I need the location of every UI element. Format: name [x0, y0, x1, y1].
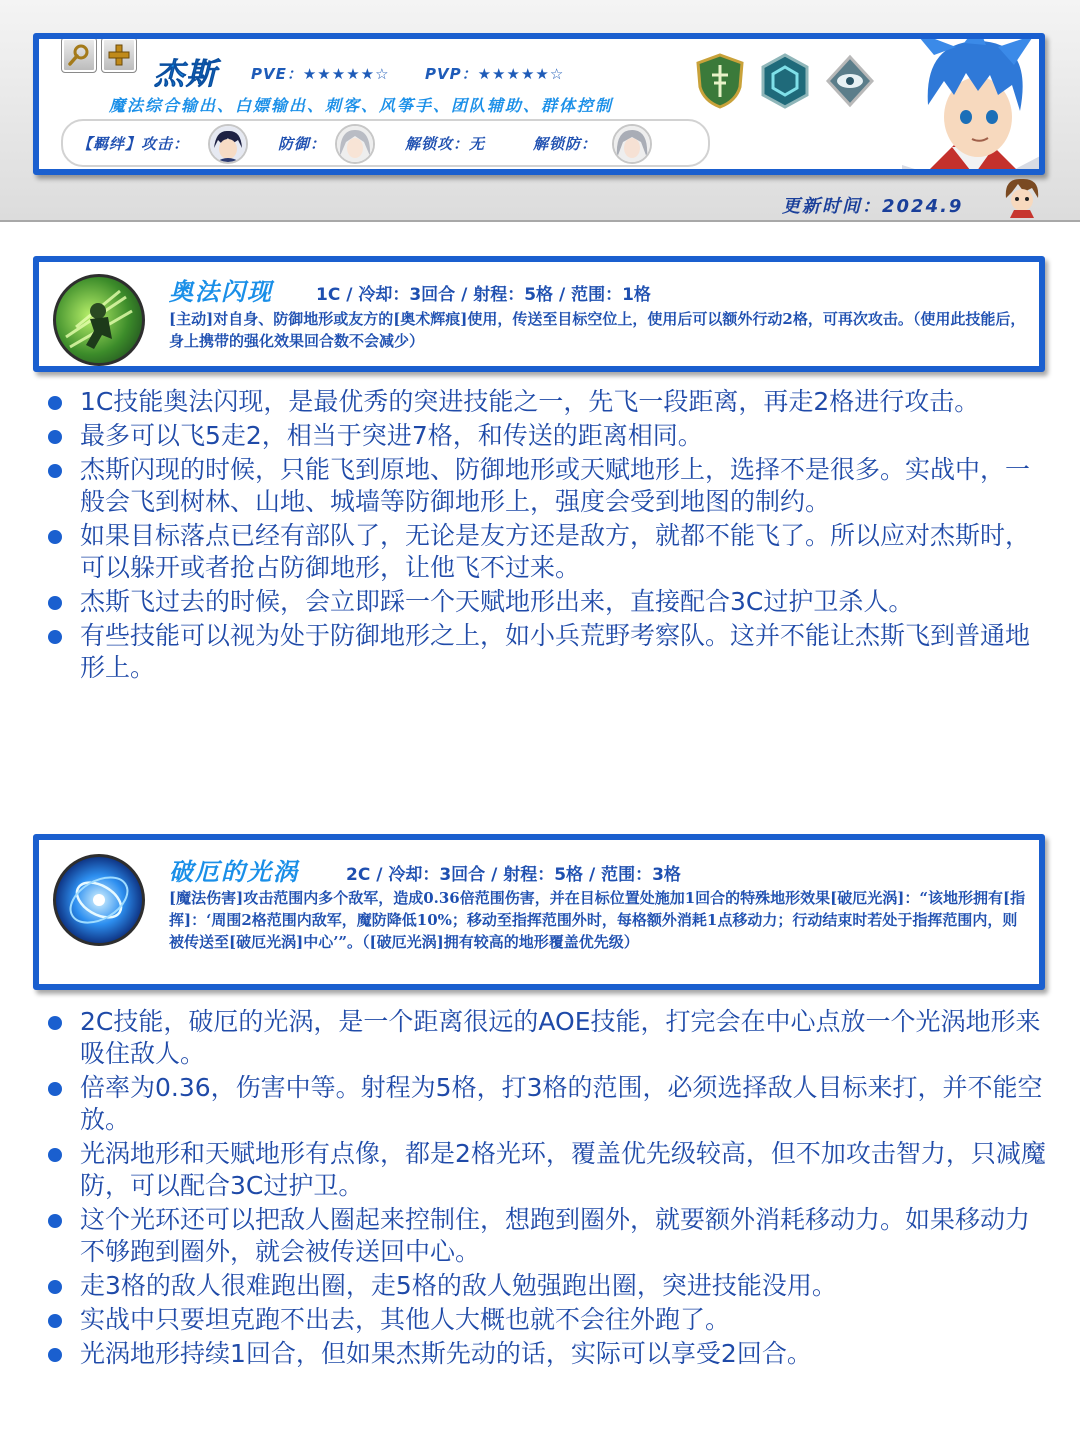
bullet-icon — [48, 396, 62, 410]
bullet-icon — [48, 464, 62, 478]
list-item: 有些技能可以视为处于防御地形之上，如小兵荒野考察队。这并不能让杰斯飞到普通地形上。 — [46, 620, 1046, 684]
bullet-icon — [48, 1016, 62, 1030]
skill-stats: 1C / 冷却：3回合 / 射程：5格 / 范围：1格 — [316, 285, 651, 305]
list-item: 这个光环还可以把敌人圈起来控制住，想跑到圈外，就要额外消耗移动力。如果移动力不够跑到圈外，就会被传送回中心。 — [46, 1204, 1046, 1268]
list-item: 走3格的敌人很难跑出圈，走5格的敌人勉强跑出圈，突进技能没用。 — [46, 1270, 1046, 1302]
bullet-icon — [48, 1082, 62, 1096]
pve-rating: PVE：★★★★★☆ — [251, 65, 390, 83]
bond-defense-avatar[interactable] — [335, 124, 375, 164]
skill-name: 奥法闪现 — [169, 278, 273, 306]
update-time: 更新时间：2024.9 — [782, 196, 964, 217]
list-item: 实战中只要坦克跑不出去，其他人大概也就不会往外跑了。 — [46, 1304, 1046, 1336]
list-item: 倍率为0.36，伤害中等。射程为5格，打3格的范围，必须选择敌人目标来打，并不能空放。 — [46, 1072, 1046, 1136]
hero-card — [33, 33, 1045, 175]
skill2-notes — [46, 1006, 1046, 1372]
bullet-icon — [48, 530, 62, 544]
bullet-icon — [48, 1314, 62, 1328]
bullet-icon — [48, 1148, 62, 1162]
skill1-notes — [46, 386, 1046, 686]
mascot-icon — [1002, 176, 1042, 218]
bullet-icon — [48, 1214, 62, 1228]
skill-description: [魔法伤害]攻击范围内多个敌军，造成0.36倍范围伤害，并在目标位置处施加1回合的特殊地形效果[破厄光涡]：“该地形拥有[指挥]：‘周围2格范围内敌军，魔防降低10%；移动至指挥范围外时，每格额外消耗1点移动力；行动结束时若处于指挥范围内，则被传送至[破厄光涡]中心’”。（[破厄光涡]拥有较高的地形覆盖优先级） — [169, 889, 1026, 951]
bond-attack-label: 【羁绊】攻击： — [77, 135, 190, 153]
list-item: 最多可以飞5走2，相当于突进7格，和传送的距离相同。 — [46, 420, 1046, 452]
arcane-flash-skill-icon[interactable] — [53, 274, 145, 366]
list-item: 光涡地形和天赋地形有点像，都是2格光环，覆盖优先级较高，但不加攻击智力，只减魔防，可以配合3C过护卫。 — [46, 1138, 1046, 1202]
list-item: 杰斯闪现的时候，只能飞到原地、防御地形或天赋地形上，选择不是很多。实战中，一般会飞到树林、山地、城墙等防御地形上，强度会受到地图的制约。 — [46, 454, 1046, 518]
bullet-icon — [48, 1280, 62, 1294]
skill-card-vortex — [33, 834, 1045, 990]
eye-badge-icon — [824, 53, 876, 109]
bullet-icon — [48, 596, 62, 610]
bond-unlock-attack: 解锁攻：无 — [405, 135, 486, 153]
skill-stats: 2C / 冷却：3回合 / 射程：5格 / 范围：3格 — [346, 865, 681, 885]
bond-defense-label: 防御： — [278, 135, 327, 153]
list-item: 光涡地形持续1回合，但如果杰斯先动的话，实际可以享受2回合。 — [46, 1338, 1046, 1370]
bullet-icon — [48, 1348, 62, 1362]
hero-portrait — [894, 33, 1044, 175]
bond-bar — [61, 119, 710, 167]
list-item: 2C技能，破厄的光涡，是一个距离很远的AOE技能，打完会在中心点放一个光涡地形来吸住敌人。 — [46, 1006, 1046, 1070]
hero-name: 杰斯 — [154, 57, 218, 92]
bond-unlock-defense-avatar[interactable] — [612, 124, 652, 164]
bullet-icon — [48, 630, 62, 644]
skill-name: 破厄的光涡 — [169, 858, 299, 886]
bullet-icon — [48, 430, 62, 444]
pvp-rating: PVP：★★★★★☆ — [425, 65, 565, 83]
add-icon[interactable] — [101, 37, 137, 73]
hero-roles: 魔法综合输出、白嫖输出、刺客、风筝手、团队辅助、群体控制 — [109, 96, 614, 115]
vortex-skill-icon[interactable] — [53, 854, 145, 946]
list-item: 1C技能奥法闪现，是最优秀的突进技能之一，先飞一段距离，再走2格进行攻击。 — [46, 386, 1046, 418]
skill-description: [主动]对自身、防御地形或友方的[奥术辉痕]使用，传送至目标空位上，使用后可以额外行动2格，可再次攻击。（使用此技能后，身上携带的强化效果回合数不会减少） — [169, 310, 1026, 350]
shield-badge-icon — [694, 53, 746, 109]
list-item: 杰斯飞过去的时候，会立即踩一个天赋地形出来，直接配合3C过护卫杀人。 — [46, 586, 1046, 618]
bond-attack-avatar[interactable] — [208, 124, 248, 164]
search-icon[interactable] — [61, 37, 97, 73]
hexagon-badge-icon — [759, 53, 811, 109]
skill-card-arcane-flash — [33, 256, 1045, 372]
bond-unlock-defense-label: 解锁防： — [533, 135, 598, 153]
list-item: 如果目标落点已经有部队了，无论是友方还是敌方，就都不能飞了。所以应对杰斯时，可以躲开或者抢占防御地形，让他飞不过来。 — [46, 520, 1046, 584]
